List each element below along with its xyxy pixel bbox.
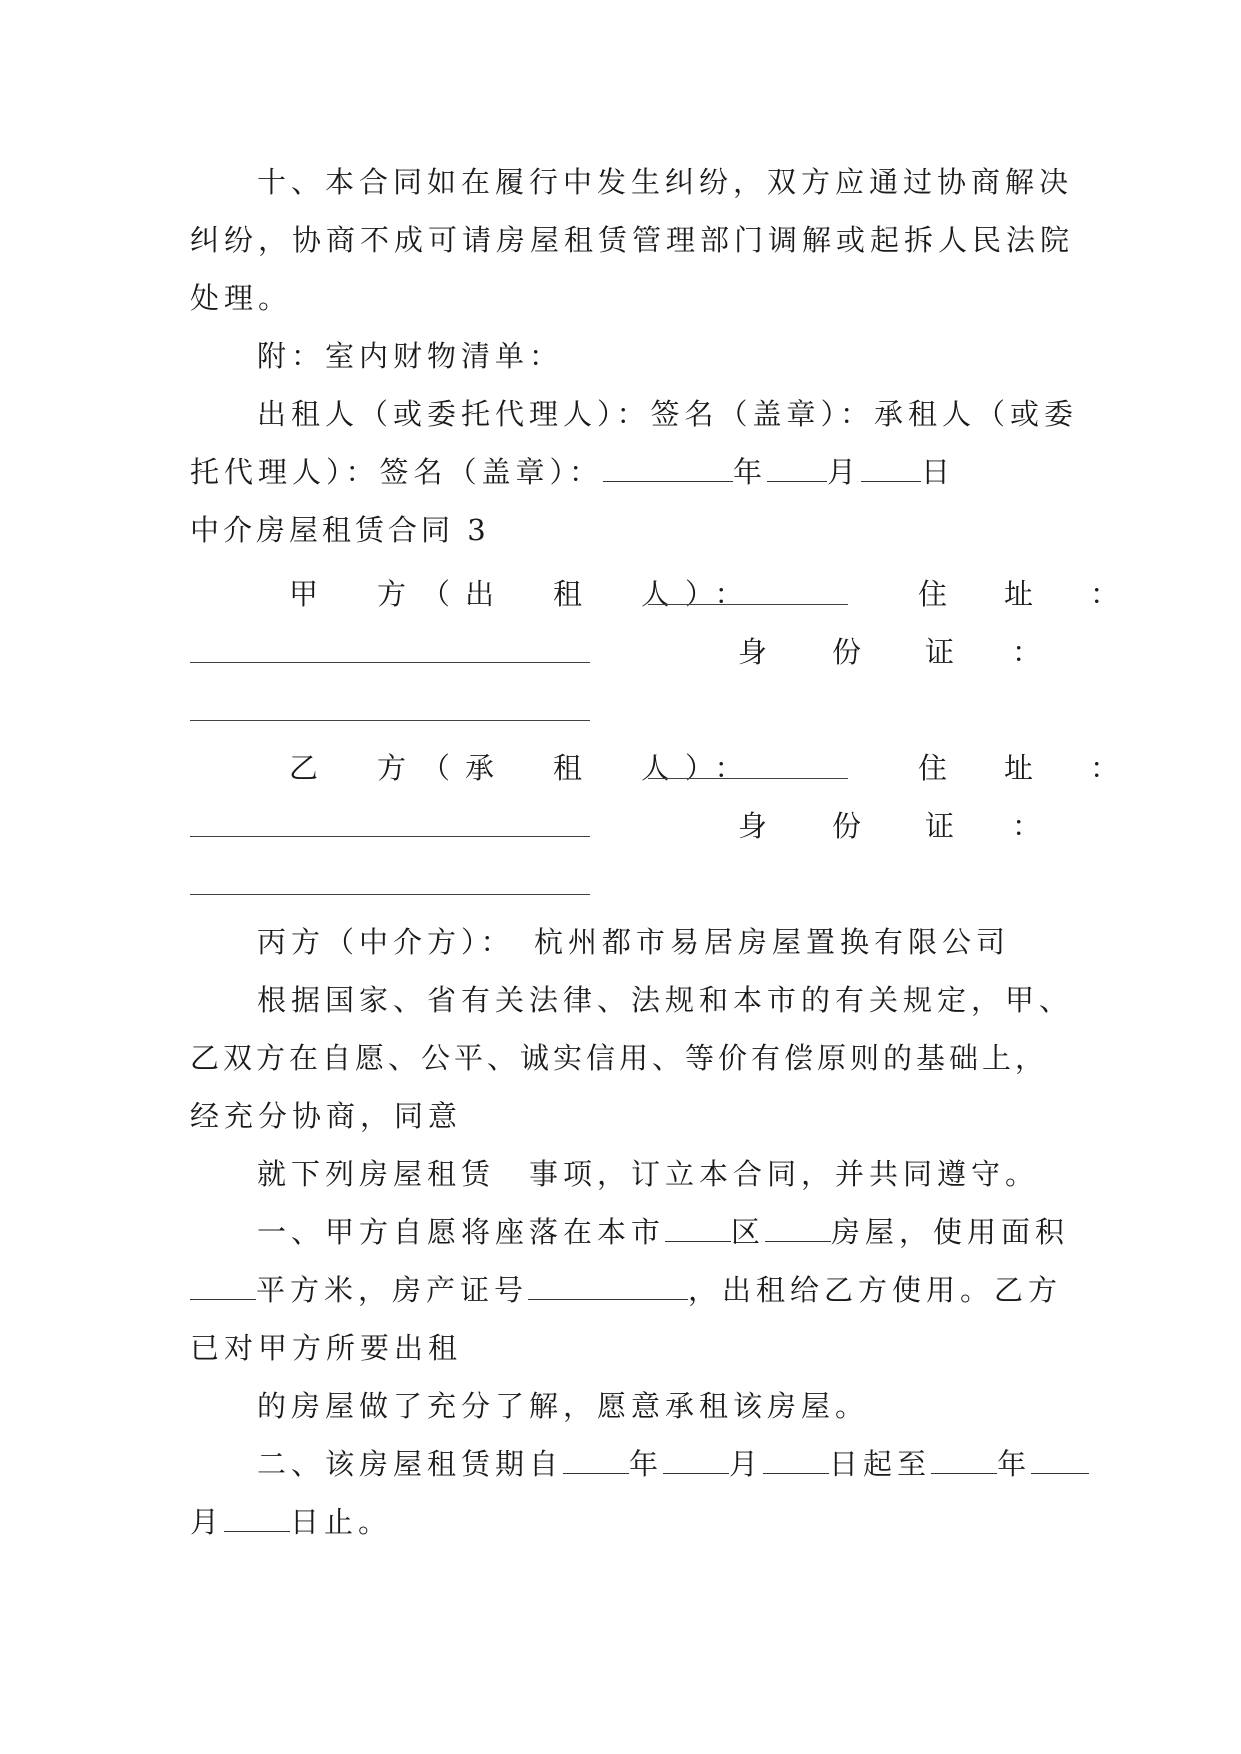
clause1-text-e: ，出租给乙方使用。乙方	[688, 1273, 1063, 1307]
clause1-area-blank	[190, 1271, 256, 1300]
clause2-month2-label: 月	[190, 1505, 225, 1539]
preamble-line1: 根据国家、省有关法律、法规和本市的有关规定，甲、	[257, 983, 1074, 1017]
clause2-month1-blank	[663, 1445, 729, 1474]
contract-title: 中介房屋租赁合同 3	[190, 513, 490, 547]
clause2-text-b: 日起至	[829, 1447, 932, 1481]
signature-label: 托代理人）：签名（盖章）：	[190, 455, 604, 489]
clause2-line1	[257, 1444, 1089, 1484]
party-b-name-blank	[648, 778, 848, 779]
attachment-line: 附：室内财物清单：	[257, 339, 564, 373]
clause2-year1-blank	[563, 1445, 629, 1474]
clause2-year2-blank	[931, 1445, 997, 1474]
clause1-cert-blank	[528, 1271, 688, 1300]
party-b-id-colon: ：	[1012, 809, 1042, 843]
party-b-address-blank	[190, 836, 590, 837]
signature-month-blank	[767, 453, 827, 482]
party-a-id-char1: 身	[738, 635, 768, 669]
clause10-line2: 纠纷，协商不成可请房屋租赁管理部门调解或起拆人民法院	[190, 223, 1075, 257]
signature-day-label: 日	[921, 455, 956, 489]
clause2-month2-blank-a	[1031, 1445, 1089, 1474]
clause2-line2	[190, 1502, 392, 1542]
signature-day-blank	[861, 453, 921, 482]
clause1-line2	[190, 1270, 1062, 1310]
party-a-address-blank	[190, 662, 590, 663]
clause2-month1-label: 月	[729, 1447, 764, 1481]
party-b-label: 乙 方（承 租 人）：	[289, 751, 759, 785]
clause1-text-d: 平方米，房产证号	[256, 1273, 529, 1307]
clause1-district-blank	[665, 1213, 731, 1242]
party-a-id-char2: 份	[832, 635, 862, 669]
clause2-day1-blank	[763, 1445, 829, 1474]
signature-line1: 出租人（或委托代理人）：签名（盖章）：承租人（或委	[257, 397, 1079, 431]
clause1-house-blank	[765, 1213, 831, 1242]
preamble-line2: 乙双方在自愿、公平、诚实信用、等价有偿原则的基础上，	[190, 1041, 1049, 1075]
clause1-line3: 已对甲方所要出租	[190, 1331, 463, 1365]
clause2-year2-label: 年	[997, 1447, 1032, 1481]
preamble-line3: 经充分协商，同意	[190, 1099, 463, 1133]
signature-line2	[190, 452, 955, 492]
party-a-label: 甲 方（出 租 人）：	[289, 577, 759, 611]
clause10-line1: 十、本合同如在履行中发生纠纷，双方应通过协商解决	[257, 165, 1074, 199]
party-b-address-label: 住 址 ：	[918, 751, 1134, 785]
clause2-day2-blank	[224, 1503, 290, 1532]
clause1-text-c: 房屋，使用面积	[831, 1215, 1070, 1249]
clause2-text-a: 二、该房屋租赁期自	[257, 1447, 564, 1481]
clause1-line4: 的房屋做了充分了解，愿意承租该房屋。	[257, 1389, 870, 1423]
party-b-id-char1: 身	[738, 809, 768, 843]
signature-year-blank	[603, 453, 733, 482]
party-c-line: 丙方（中介方）： 杭州都市易居房屋置换有限公司	[257, 925, 1011, 959]
clause1-line1	[257, 1212, 1069, 1252]
party-a-name-blank	[648, 604, 848, 605]
party-b-id-blank	[190, 894, 590, 895]
clause2-text-c: 日止。	[290, 1505, 393, 1539]
clause2-year1-label: 年	[629, 1447, 664, 1481]
signature-month-label: 月	[827, 455, 862, 489]
party-b-id-char3: 证	[925, 809, 955, 843]
party-b-id-char2: 份	[832, 809, 862, 843]
clause10-line3: 处理。	[190, 281, 293, 315]
clause1-text-b: 区	[731, 1215, 766, 1249]
signature-year-label: 年	[733, 455, 768, 489]
clause1-text-a: 一、甲方自愿将座落在本市	[257, 1215, 666, 1249]
party-a-id-colon: ：	[1012, 635, 1042, 669]
party-a-address-label: 住 址 ：	[918, 577, 1134, 611]
preamble-line4: 就下列房屋租赁 事项，订立本合同，并共同遵守。	[257, 1157, 1040, 1191]
party-a-id-char3: 证	[925, 635, 955, 669]
party-a-id-blank	[190, 720, 590, 721]
